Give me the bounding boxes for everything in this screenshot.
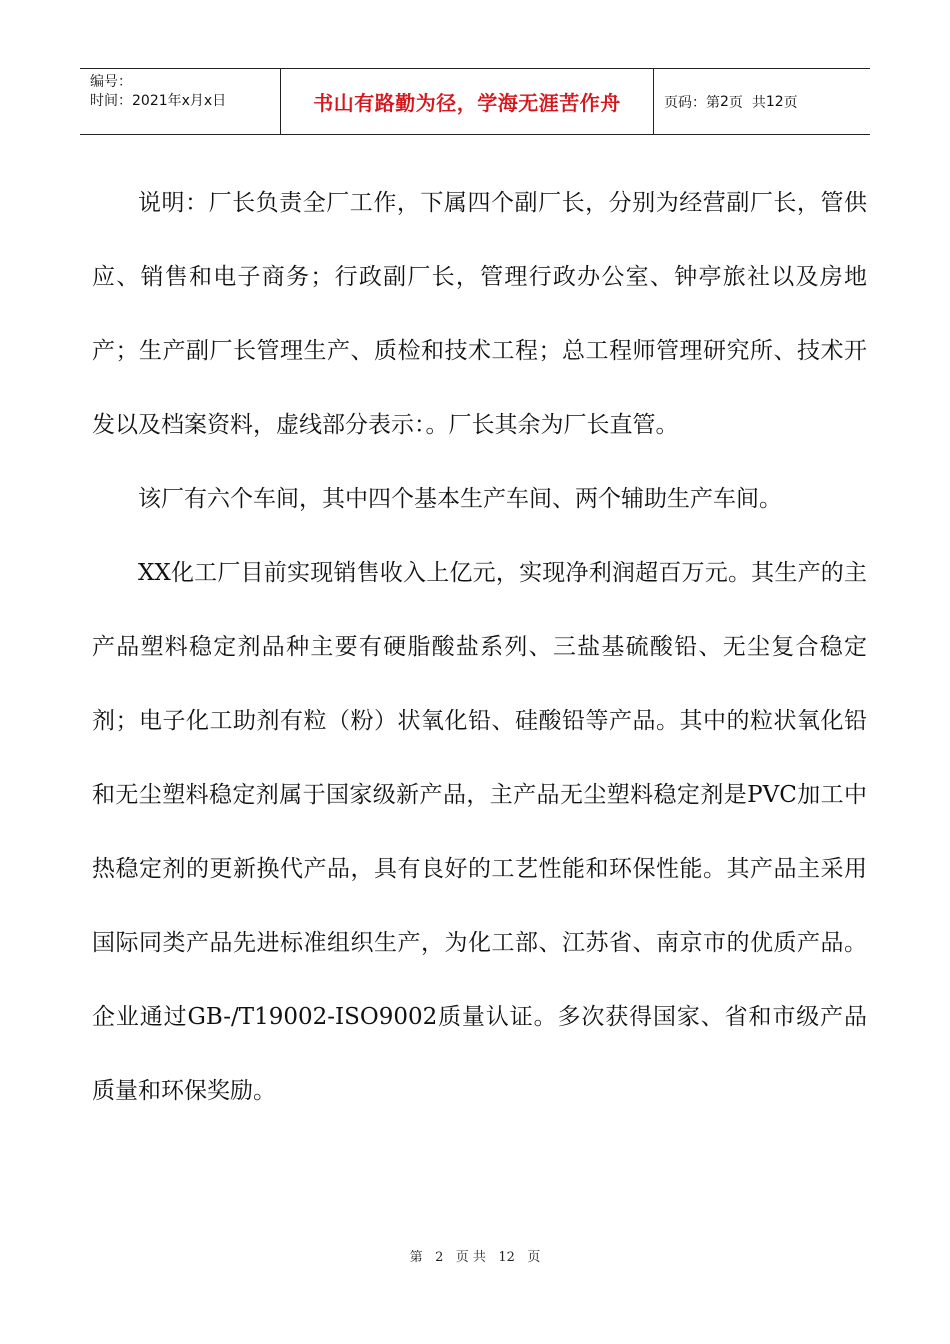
paragraph-workshops: 该厂有六个车间，其中四个基本生产车间、两个辅助生产车间。 [138,486,782,512]
page-info-mid: 页 共 [728,94,766,111]
document-time-label: 时间：2021年x月x日 [90,93,227,109]
footer-current: 2 [435,1250,444,1265]
footer-prefix: 第 [409,1250,423,1265]
footer-suffix: 页 [527,1250,541,1265]
header-motto: 书山有路勤为径，学海无涯苦作舟 [313,91,621,115]
page-header [80,68,870,135]
header-motto-cell [281,69,654,134]
page-info-current: 2 [720,93,729,110]
paragraph-products: XX化工厂目前实现销售收入上亿元，实现净利润超百万元。其生产的主产品塑料稳定剂品种主要有硬脂酸盐系列、三盐基硫酸铅、无尘复合稳定剂；电子化工助剂有粒（粉）状氧化铅、硅酸铅等产品。其中的粒状氧化铅和无尘塑料稳定剂属于国家级新产品，主产品无尘塑料稳定剂是PVC加工中热稳定剂的更新换代产品，具有良好的工艺性能和环保性能。其产品主采用国际同类产品先进标准组织生产，为化工部、江苏省、南京市的优质产品。企业通过GB-/T19002-ISO9002质量认证。多次获得国家、省和市级产品质量和环保奖励。 [92,560,867,1104]
paragraph-organization: 说明：厂长负责全厂工作，下属四个副厂长，分别为经营副厂长，管供应、销售和电子商务；行政副厂长，管理行政办公室、钟亭旅社以及房地产；生产副厂长管理生产、质检和技术工程；总工程师管理研究所、技术开发以及档案资料，虚线部分表示：。厂长其余为厂长直管。 [92,190,867,438]
page-info-suffix: 页 [783,94,798,111]
document-number-label: 编号： [90,74,132,90]
page-footer [0,1246,950,1265]
footer-mid: 页 共 [455,1250,486,1265]
document-body [92,166,867,1128]
header-page-info [654,69,870,134]
page-info-total: 12 [765,93,784,110]
page-info-prefix: 页码：第 [664,94,720,111]
footer-total: 12 [498,1250,515,1265]
header-meta [80,69,281,134]
